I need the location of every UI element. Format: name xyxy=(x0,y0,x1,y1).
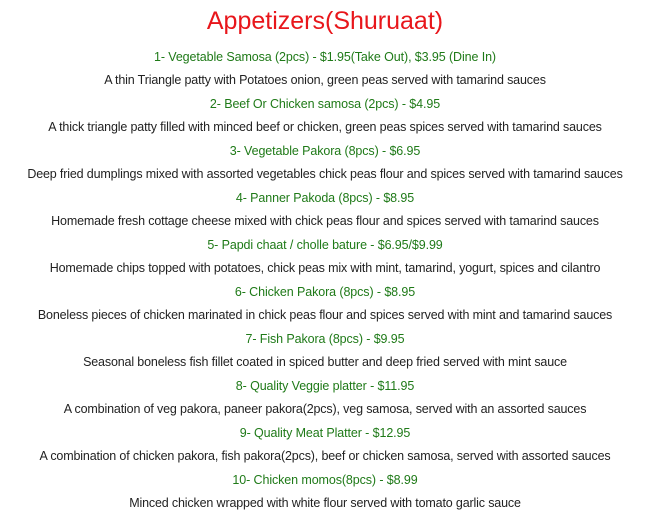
menu-item-papdi-chaat xyxy=(0,237,650,284)
item-name: 9- Quality Meat Platter - $12.95 xyxy=(239,426,411,440)
menu-item-beef-chicken-samosa xyxy=(0,96,650,143)
item-name: 6- Chicken Pakora (8pcs) - $8.95 xyxy=(234,285,416,299)
menu-item-chicken-pakora xyxy=(0,284,650,331)
item-name: 4- Panner Pakoda (8pcs) - $8.95 xyxy=(235,191,415,205)
menu-item-chicken-momos xyxy=(0,472,650,519)
item-name: 10- Chicken momos(8pcs) - $8.99 xyxy=(232,473,418,487)
item-description: Homemade chips topped with potatoes, chick peas mix with mint, tamarind, yogurt, spices and cilantro xyxy=(49,261,601,275)
item-description: Boneless pieces of chicken marinated in chick peas flour and spices served with mint and tamarind sauces xyxy=(37,308,613,322)
menu-item-veggie-platter xyxy=(0,378,650,425)
menu-item-panner-pakoda xyxy=(0,190,650,237)
menu-item-meat-platter xyxy=(0,425,650,472)
item-description: Minced chicken wrapped with white flour served with tomato garlic sauce xyxy=(129,496,521,510)
item-name: 1- Vegetable Samosa (2pcs) - $1.95(Take Out), $3.95 (Dine In) xyxy=(154,50,496,64)
item-description: A combination of chicken pakora, fish pakora(2pcs), beef or chicken samosa, served with assorted sauces xyxy=(39,449,611,463)
item-description: Homemade fresh cottage cheese mixed with chick peas flour and spices served with tamarind sauces xyxy=(51,214,599,228)
menu-item-fish-pakora xyxy=(0,331,650,378)
item-name: 8- Quality Veggie platter - $11.95 xyxy=(235,379,415,393)
item-name: 2- Beef Or Chicken samosa (2pcs) - $4.95 xyxy=(209,97,441,111)
item-name: 7- Fish Pakora (8pcs) - $9.95 xyxy=(245,332,405,346)
menu-item-vegetable-samosa xyxy=(0,49,650,96)
item-description: A thick triangle patty filled with minced beef or chicken, green peas spices served with tamarind sauces xyxy=(48,120,602,134)
item-description: A combination of veg pakora, paneer pakora(2pcs), veg samosa, served with an assorted sauces xyxy=(63,402,587,416)
item-name: 3- Vegetable Pakora (8pcs) - $6.95 xyxy=(229,144,421,158)
item-description: Seasonal boneless fish fillet coated in spiced butter and deep fried served with mint sauce xyxy=(83,355,567,369)
item-name: 5- Papdi chaat / cholle bature - $6.95/$9.99 xyxy=(207,238,443,252)
item-description: Deep fried dumplings mixed with assorted vegetables chick peas flour and spices served with tamarind sauces xyxy=(27,167,623,181)
menu-item-vegetable-pakora xyxy=(0,143,650,190)
menu-title: Appetizers(Shuruaat) xyxy=(206,7,444,35)
item-description: A thin Triangle patty with Potatoes onion, green peas served with tamarind sauces xyxy=(104,73,546,87)
